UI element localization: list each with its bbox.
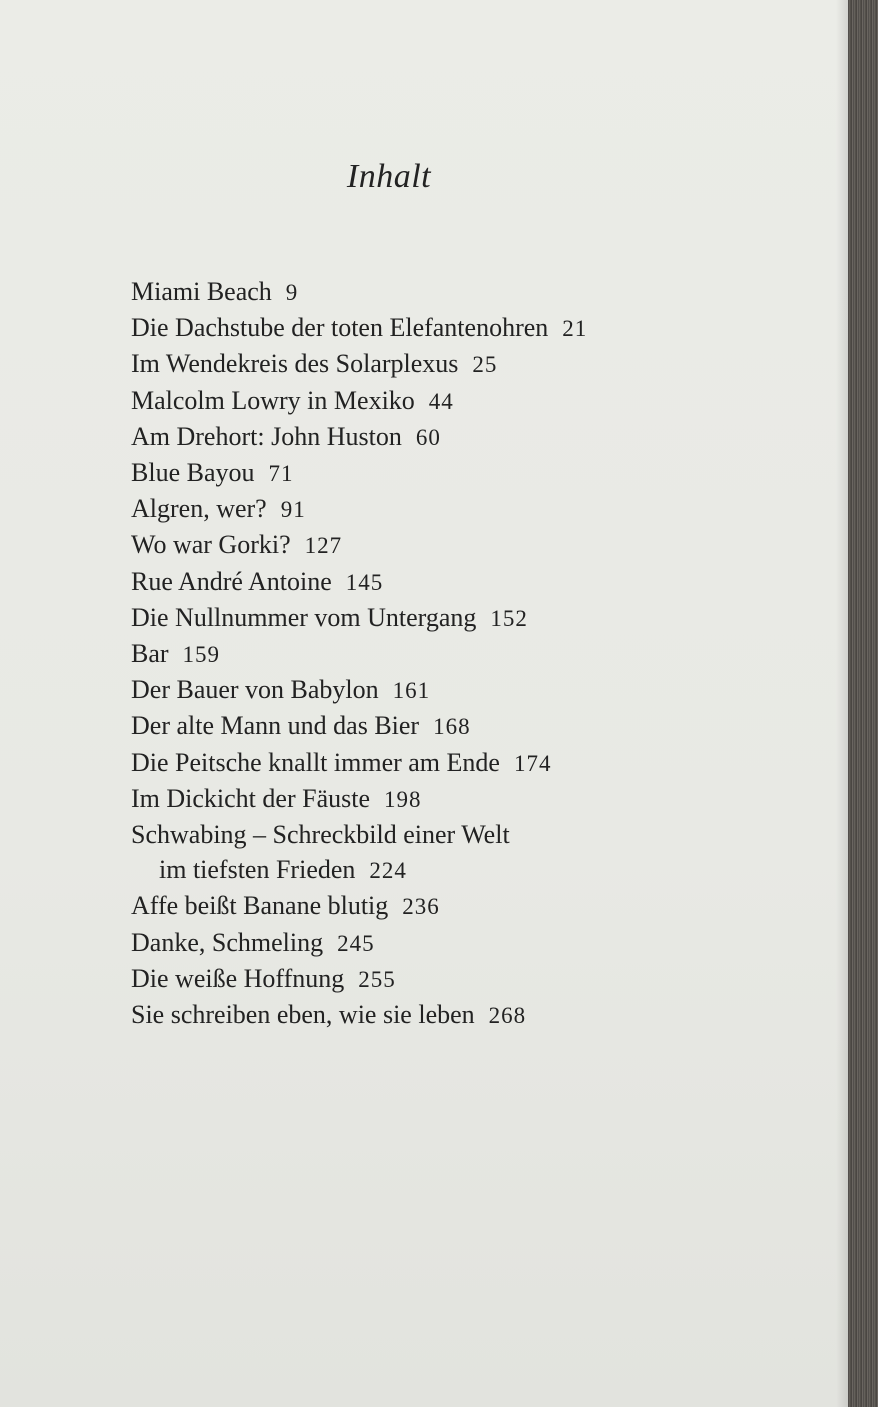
toc-entry-page: 152	[490, 605, 528, 631]
toc-entry	[131, 781, 587, 817]
toc-entry-page: 9	[285, 280, 299, 305]
toc-entry	[131, 527, 587, 563]
toc-entry-title: Danke, Schmeling	[131, 927, 324, 957]
toc-entry-title: Bar	[131, 639, 169, 669]
toc-entry	[131, 672, 587, 708]
toc-entry-page: 198	[384, 786, 422, 812]
toc-entry	[131, 888, 587, 924]
toc-entry	[131, 961, 587, 997]
toc-entry	[131, 817, 587, 888]
toc-entry-title: Die Dachstube der toten Elefantenohren	[131, 313, 549, 343]
toc-entry-title: Affe beißt Banane blutig	[131, 891, 389, 921]
toc-entry-page: 174	[513, 750, 552, 776]
toc-entry-page: 127	[304, 533, 343, 559]
toc-entry-title: Die weiße Hoffnung	[131, 963, 345, 993]
toc-entry-page: 25	[472, 352, 498, 378]
toc-entry	[131, 455, 587, 491]
toc-entry-title: Im Wendekreis des Solarplexus	[131, 349, 459, 379]
toc-entry	[131, 925, 587, 961]
toc-entry-page: 159	[182, 642, 221, 668]
toc-entry-page: 21	[562, 316, 588, 342]
toc-entry-title: Schwabing – Schreckbild einer Welt	[131, 820, 510, 850]
page-edge	[848, 0, 878, 1407]
toc-entry-page: 44	[428, 388, 454, 414]
toc-entry-page: 168	[433, 714, 471, 740]
toc-entry-title: Am Drehort: John Huston	[131, 421, 402, 451]
toc-entry-title: Im Dickicht der Fäuste	[131, 783, 370, 813]
toc-entry-title: Malcolm Lowry in Mexiko	[131, 385, 415, 415]
page-title: Inhalt	[346, 158, 432, 195]
toc-entry	[131, 708, 587, 744]
toc-entry	[131, 564, 587, 600]
toc-entry-title: Miami Beach	[131, 277, 272, 306]
toc-entry-title: Algren, wer?	[131, 494, 267, 524]
toc-entry	[131, 600, 587, 636]
toc-entry	[131, 310, 587, 346]
toc-entry-title: Wo war Gorki?	[131, 530, 291, 560]
toc-entry	[131, 997, 587, 1033]
toc-entry-continuation	[131, 852, 587, 888]
toc-entry-page: 245	[337, 930, 375, 956]
toc-entry-page: 91	[280, 497, 306, 523]
toc-entry-page: 161	[392, 678, 431, 704]
toc-entry	[131, 491, 587, 527]
toc-entry-title: Der alte Mann und das Bier	[131, 711, 420, 741]
toc-entry-page: 236	[402, 894, 440, 920]
toc-entry-title: Sie schreiben eben, wie sie leben	[131, 1000, 475, 1030]
toc-entry	[131, 383, 587, 419]
toc-entry-page: 145	[345, 569, 384, 595]
toc-entry-title-continued: im tiefsten Frieden	[159, 855, 356, 885]
table-of-contents	[131, 274, 587, 1033]
toc-entry-title: Blue Bayou	[131, 458, 255, 488]
toc-entry	[131, 636, 587, 672]
toc-entry-title: Rue André Antoine	[131, 566, 332, 596]
toc-entry	[131, 274, 587, 310]
toc-entry-page: 224	[369, 858, 407, 884]
toc-entry	[131, 419, 587, 455]
toc-entry-title: Die Nullnummer vom Untergang	[131, 602, 477, 632]
toc-entry-page: 255	[358, 966, 396, 992]
toc-entry-title: Der Bauer von Babylon	[131, 675, 379, 705]
toc-entry-page: 71	[268, 461, 294, 487]
toc-entry	[131, 346, 587, 382]
toc-entry-page: 268	[488, 1003, 527, 1029]
toc-entry-title: Die Peitsche knallt immer am Ende	[131, 747, 500, 777]
toc-entry-page: 60	[415, 424, 441, 450]
toc-entry	[131, 745, 587, 781]
